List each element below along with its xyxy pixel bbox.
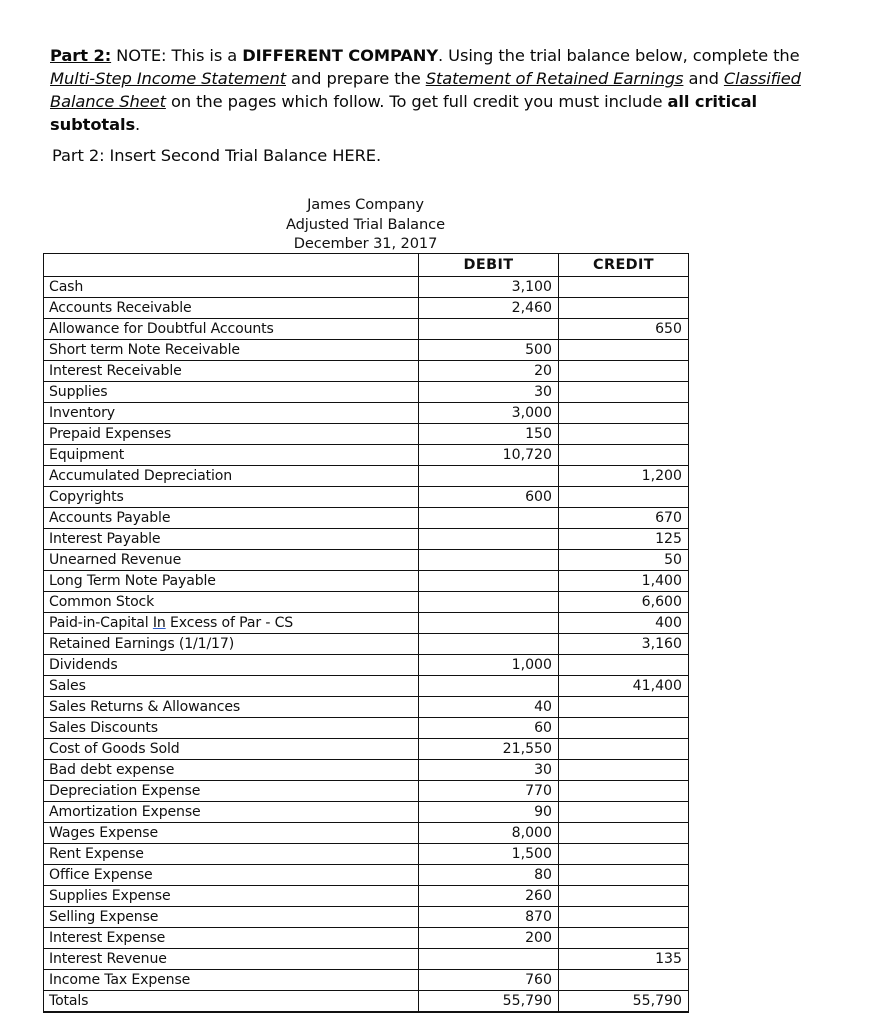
- table-row: [44, 277, 689, 298]
- report-name: Adjusted Trial Balance: [286, 215, 445, 233]
- table-row: [44, 508, 689, 529]
- credit-amount-cell: [559, 445, 689, 466]
- intro-text-1: NOTE: This is a: [111, 46, 243, 66]
- account-name-cell: Copyrights: [44, 487, 419, 508]
- credit-amount-cell: [559, 844, 689, 865]
- account-name-cell: Interest Revenue: [44, 949, 419, 970]
- account-name-cell: Common Stock: [44, 592, 419, 613]
- part-label: Part 2:: [50, 46, 112, 66]
- account-name-cell: Equipment: [44, 445, 419, 466]
- account-name-cell: Sales Returns & Allowances: [44, 697, 419, 718]
- credit-amount-cell: [559, 697, 689, 718]
- doc-reference-retained-earnings: Statement of Retained Earnings: [425, 69, 684, 89]
- account-name-cell: Amortization Expense: [44, 802, 419, 823]
- emphasis-critical-subtotals: all critical subtotals: [50, 92, 757, 135]
- debit-amount-cell: 760: [419, 970, 559, 991]
- account-name-cell: Sales Discounts: [44, 718, 419, 739]
- table-row: [44, 949, 689, 970]
- table-row: [44, 907, 689, 928]
- credit-amount-cell: 1,400: [559, 571, 689, 592]
- account-name-cell: Inventory: [44, 403, 419, 424]
- debit-amount-cell: [419, 634, 559, 655]
- account-name-cell: Retained Earnings (1/1/17): [44, 634, 419, 655]
- table-row: [44, 571, 689, 592]
- table-row: [44, 991, 689, 1013]
- account-name-cell: Selling Expense: [44, 907, 419, 928]
- column-header-debit: DEBIT: [419, 254, 559, 277]
- credit-amount-cell: [559, 277, 689, 298]
- credit-amount-cell: [559, 760, 689, 781]
- account-name-cell: Prepaid Expenses: [44, 424, 419, 445]
- credit-amount-cell: [559, 739, 689, 760]
- credit-amount-cell: 670: [559, 508, 689, 529]
- credit-amount-cell: [559, 424, 689, 445]
- debit-amount-cell: [419, 676, 559, 697]
- account-name-cell: Depreciation Expense: [44, 781, 419, 802]
- table-row: [44, 466, 689, 487]
- credit-amount-cell: [559, 865, 689, 886]
- doc-reference-balance-sheet: Classified Balance Sheet: [50, 69, 801, 112]
- account-name-cell: Totals: [44, 991, 419, 1013]
- table-row: [44, 613, 689, 634]
- table-row: [44, 844, 689, 865]
- table-row: [44, 403, 689, 424]
- debit-amount-cell: [419, 949, 559, 970]
- table-row: [44, 886, 689, 907]
- credit-amount-cell: [559, 340, 689, 361]
- account-name-cell: Wages Expense: [44, 823, 419, 844]
- credit-amount-cell: 6,600: [559, 592, 689, 613]
- account-name-cell: Supplies Expense: [44, 886, 419, 907]
- credit-amount-cell: 3,160: [559, 634, 689, 655]
- company-name: James Company: [307, 196, 424, 213]
- credit-amount-cell: 1,200: [559, 466, 689, 487]
- debit-amount-cell: 90: [419, 802, 559, 823]
- credit-amount-cell: [559, 298, 689, 319]
- column-header-description: [44, 254, 419, 277]
- table-row: [44, 319, 689, 340]
- account-name-cell: Cash: [44, 277, 419, 298]
- account-name-cell: Bad debt expense: [44, 760, 419, 781]
- credit-amount-cell: [559, 718, 689, 739]
- debit-amount-cell: 200: [419, 928, 559, 949]
- table-row: [44, 676, 689, 697]
- table-row: [44, 550, 689, 571]
- credit-amount-cell: [559, 361, 689, 382]
- table-row: [44, 760, 689, 781]
- trial-balance-table: [43, 253, 689, 1013]
- intro-text-5: on the pages which follow. To get full credit you must include: [165, 92, 668, 112]
- credit-amount-cell: 135: [559, 949, 689, 970]
- table-body: [44, 277, 689, 1013]
- credit-amount-cell: 50: [559, 550, 689, 571]
- doc-reference-income-statement: Multi-Step Income Statement: [50, 69, 286, 89]
- table-row: [44, 424, 689, 445]
- debit-amount-cell: 60: [419, 718, 559, 739]
- table-row: [44, 445, 689, 466]
- credit-amount-cell: [559, 886, 689, 907]
- intro-text-4: and: [683, 69, 724, 89]
- table-row: [44, 697, 689, 718]
- account-name-cell: Interest Expense: [44, 928, 419, 949]
- account-name-cell: Unearned Revenue: [44, 550, 419, 571]
- column-header-credit: CREDIT: [559, 254, 689, 277]
- table-row: [44, 487, 689, 508]
- table-row: [44, 634, 689, 655]
- debit-amount-cell: [419, 466, 559, 487]
- table-row: [44, 928, 689, 949]
- credit-amount-cell: 55,790: [559, 991, 689, 1013]
- debit-amount-cell: 30: [419, 382, 559, 403]
- table-row: [44, 340, 689, 361]
- credit-amount-cell: 650: [559, 319, 689, 340]
- table-row: [44, 823, 689, 844]
- table-row: [44, 361, 689, 382]
- debit-amount-cell: [419, 613, 559, 634]
- debit-amount-cell: 40: [419, 697, 559, 718]
- credit-amount-cell: [559, 802, 689, 823]
- trial-balance-table-wrapper: [43, 253, 688, 1013]
- account-name-cell: Dividends: [44, 655, 419, 676]
- account-name-cell: Supplies: [44, 382, 419, 403]
- account-name-cell: Accounts Receivable: [44, 298, 419, 319]
- credit-amount-cell: 125: [559, 529, 689, 550]
- debit-amount-cell: 500: [419, 340, 559, 361]
- table-row: [44, 781, 689, 802]
- table-row: [44, 802, 689, 823]
- account-name-cell: Cost of Goods Sold: [44, 739, 419, 760]
- debit-amount-cell: 770: [419, 781, 559, 802]
- table-row: [44, 970, 689, 991]
- credit-amount-cell: [559, 382, 689, 403]
- table-row: [44, 739, 689, 760]
- account-name-cell: Interest Receivable: [44, 361, 419, 382]
- statement-heading: [43, 195, 688, 254]
- debit-amount-cell: [419, 508, 559, 529]
- debit-amount-cell: 1,000: [419, 655, 559, 676]
- debit-amount-cell: 260: [419, 886, 559, 907]
- intro-text-3: and prepare the: [285, 69, 426, 89]
- credit-amount-cell: [559, 970, 689, 991]
- debit-amount-cell: 30: [419, 760, 559, 781]
- account-name-cell: Rent Expense: [44, 844, 419, 865]
- account-name-cell: Long Term Note Payable: [44, 571, 419, 592]
- table-row: [44, 298, 689, 319]
- debit-amount-cell: 20: [419, 361, 559, 382]
- insert-trial-balance-note: Part 2: Insert Second Trial Balance HERE.: [52, 146, 382, 165]
- credit-amount-cell: 400: [559, 613, 689, 634]
- credit-amount-cell: [559, 928, 689, 949]
- table-header: [44, 254, 689, 277]
- account-name-cell: Interest Payable: [44, 529, 419, 550]
- debit-amount-cell: 10,720: [419, 445, 559, 466]
- table-header-row: [44, 254, 689, 277]
- report-date: December 31, 2017: [293, 235, 438, 253]
- debit-amount-cell: 150: [419, 424, 559, 445]
- debit-amount-cell: 21,550: [419, 739, 559, 760]
- debit-amount-cell: 2,460: [419, 298, 559, 319]
- credit-amount-cell: [559, 487, 689, 508]
- credit-amount-cell: [559, 781, 689, 802]
- table-row: [44, 865, 689, 886]
- debit-amount-cell: [419, 592, 559, 613]
- debit-amount-cell: [419, 529, 559, 550]
- table-row: [44, 718, 689, 739]
- credit-amount-cell: [559, 907, 689, 928]
- account-name-cell: Paid-in-Capital In Excess of Par - CS: [44, 613, 419, 634]
- credit-amount-cell: [559, 823, 689, 844]
- table-row: [44, 382, 689, 403]
- debit-amount-cell: 8,000: [419, 823, 559, 844]
- spellcheck-underlined-word: In: [152, 614, 166, 631]
- credit-amount-cell: 41,400: [559, 676, 689, 697]
- debit-amount-cell: 3,000: [419, 403, 559, 424]
- credit-amount-cell: [559, 403, 689, 424]
- account-name-cell: Sales: [44, 676, 419, 697]
- emphasis-different-company: DIFFERENT COMPANY: [242, 46, 439, 66]
- account-name-cell: Accumulated Depreciation: [44, 466, 419, 487]
- instructions-paragraph: [50, 44, 822, 136]
- account-name-cell: Income Tax Expense: [44, 970, 419, 991]
- debit-amount-cell: 3,100: [419, 277, 559, 298]
- table-row: [44, 655, 689, 676]
- debit-amount-cell: 55,790: [419, 991, 559, 1013]
- account-name-cell: Office Expense: [44, 865, 419, 886]
- debit-amount-cell: 600: [419, 487, 559, 508]
- intro-text-6: .: [135, 115, 141, 135]
- debit-amount-cell: 870: [419, 907, 559, 928]
- debit-amount-cell: 80: [419, 865, 559, 886]
- debit-amount-cell: [419, 571, 559, 592]
- credit-amount-cell: [559, 655, 689, 676]
- debit-amount-cell: 1,500: [419, 844, 559, 865]
- table-row: [44, 592, 689, 613]
- account-name-cell: Short term Note Receivable: [44, 340, 419, 361]
- account-name-cell: Allowance for Doubtful Accounts: [44, 319, 419, 340]
- account-name-cell: Accounts Payable: [44, 508, 419, 529]
- debit-amount-cell: [419, 550, 559, 571]
- intro-text-2: . Using the trial balance below, complete the: [438, 46, 800, 66]
- table-row: [44, 529, 689, 550]
- debit-amount-cell: [419, 319, 559, 340]
